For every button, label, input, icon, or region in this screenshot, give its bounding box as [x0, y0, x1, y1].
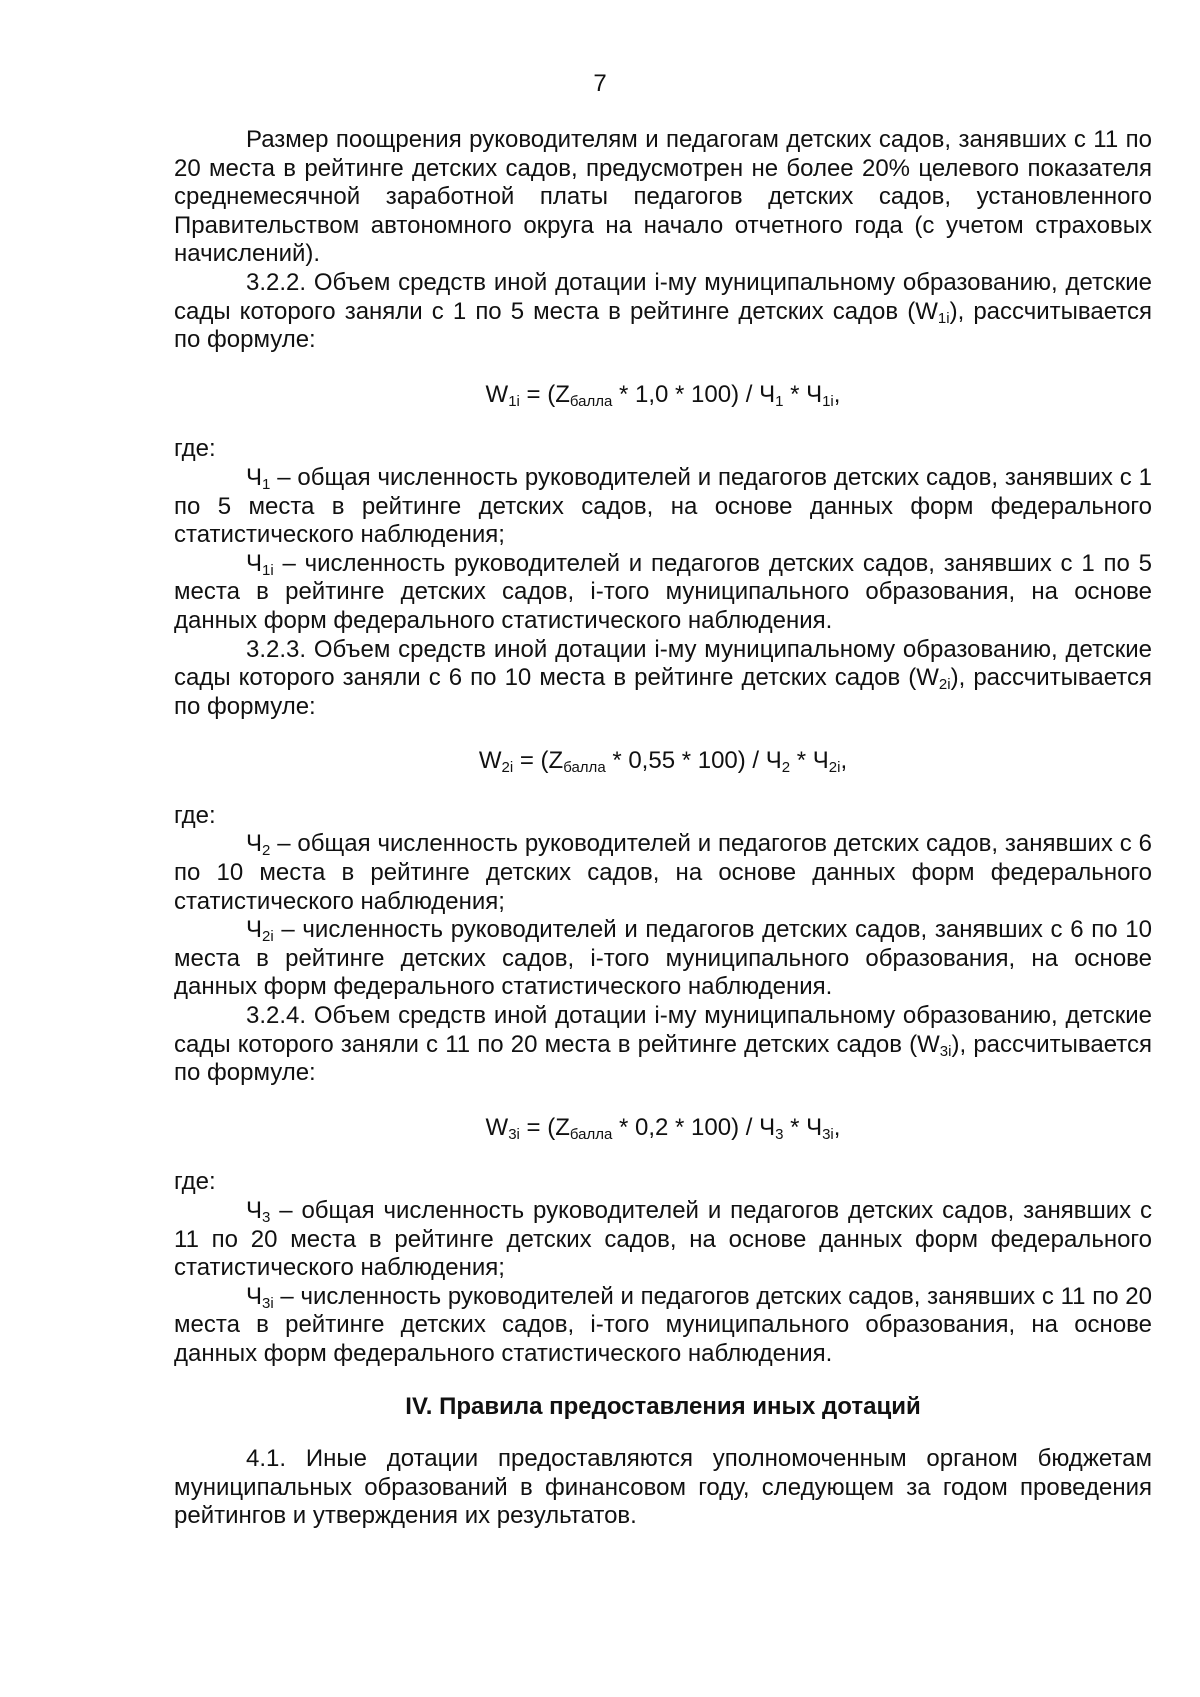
- definition-ch2: $Ч_2$ – общая численность руководителей и педагогов детских садов, занявших с 6 по 10 места в рейтинге детских садов, на основе данных форм федерального статистического наблюдения;: [174, 830, 1152, 915]
- definition-ch3i: $Ч_{3i}$ – численность руководителей и педагогов детских садов, занявших с 11 по 20 места в рейтинге детских садов, i-того муниципального образования, на основе данных форм федерального статистического наблюдения.: [174, 1282, 1152, 1367]
- paragraph-3-2-3: 3.2.3. Объем средств иной дотации i-му муниципальному образованию, детские сады которого заняли с 6 по 10 места в рейтинге детских садов $(W_{2i})$, рассчитывается по формуле:: [174, 635, 1152, 720]
- where-label: где:: [174, 801, 216, 829]
- where-label: где:: [174, 1168, 216, 1196]
- paragraph-4-1: 4.1. Иные дотации предоставляются уполномоченным органом бюджетам муниципальных образований в финансовом году, следующем за годом проведения рейтингов и утверждения их результатов.: [174, 1445, 1152, 1530]
- definition-ch2i: $Ч_{2i}$ – численность руководителей и педагогов детских садов, занявших с 6 по 10 места в рейтинге детских садов, i-того муниципального образования, на основе данных форм федерального статистического наблюдения.: [174, 916, 1152, 1001]
- where-label: где:: [174, 435, 216, 463]
- formula-w2i: $W_{2i} = (Z_{балла} * 0,55 * 100) / Ч_2 * Ч_{2i}$,: [478, 747, 848, 777]
- section-heading-iv: IV. Правила предоставления иных дотаций: [405, 1392, 921, 1420]
- paragraph-bonus-size: Размер поощрения руководителям и педагогам детских садов, занявших с 11 по 20 места в рейтинге детских садов, предусмотрен не более 20% целевого показателя среднемесячной заработной платы педагогов детских садов, установленного Правительством автономного округа на начало отчетного года (с учетом страховых начислений).: [174, 126, 1152, 268]
- definition-ch1i: $Ч_{1i}$ – численность руководителей и педагогов детских садов, занявших с 1 по 5 места в рейтинге детских садов, i-того муниципального образования, на основе данных форм федерального статистического наблюдения.: [174, 549, 1152, 634]
- formula-w1i: $W_{1i} = (Z_{балла} * 1,0 * 100) / Ч_1 * Ч_{1i}$,: [485, 380, 841, 410]
- paragraph-3-2-4: 3.2.4. Объем средств иной дотации i-му муниципальному образованию, детские сады которого заняли с 11 по 20 места в рейтинге детских садов $(W_{3i})$, рассчитывается по формуле:: [174, 1002, 1152, 1087]
- definition-ch1: $Ч_1$ – общая численность руководителей и педагогов детских садов, занявших с 1 по 5 места в рейтинге детских садов, на основе данных форм федерального статистического наблюдения;: [174, 463, 1152, 549]
- formula-w3i: $W_{3i} = (Z_{балла} * 0,2 * 100) / Ч_3 * Ч_{3i}$,: [485, 1113, 841, 1143]
- paragraph-3-2-2: 3.2.2. Объем средств иной дотации i-му муниципальному образованию, детские сады которого заняли с 1 по 5 места в рейтинге детских садов $(W_{1i})$, рассчитывается по формуле:: [174, 268, 1152, 354]
- definition-ch3: $Ч_3$ – общая численность руководителей и педагогов детских садов, занявших с 11 по 20 места в рейтинге детских садов, на основе данных форм федерального статистического наблюдения;: [174, 1197, 1152, 1282]
- document-body: [174, 126, 1152, 1531]
- page-number: 7: [593, 70, 607, 97]
